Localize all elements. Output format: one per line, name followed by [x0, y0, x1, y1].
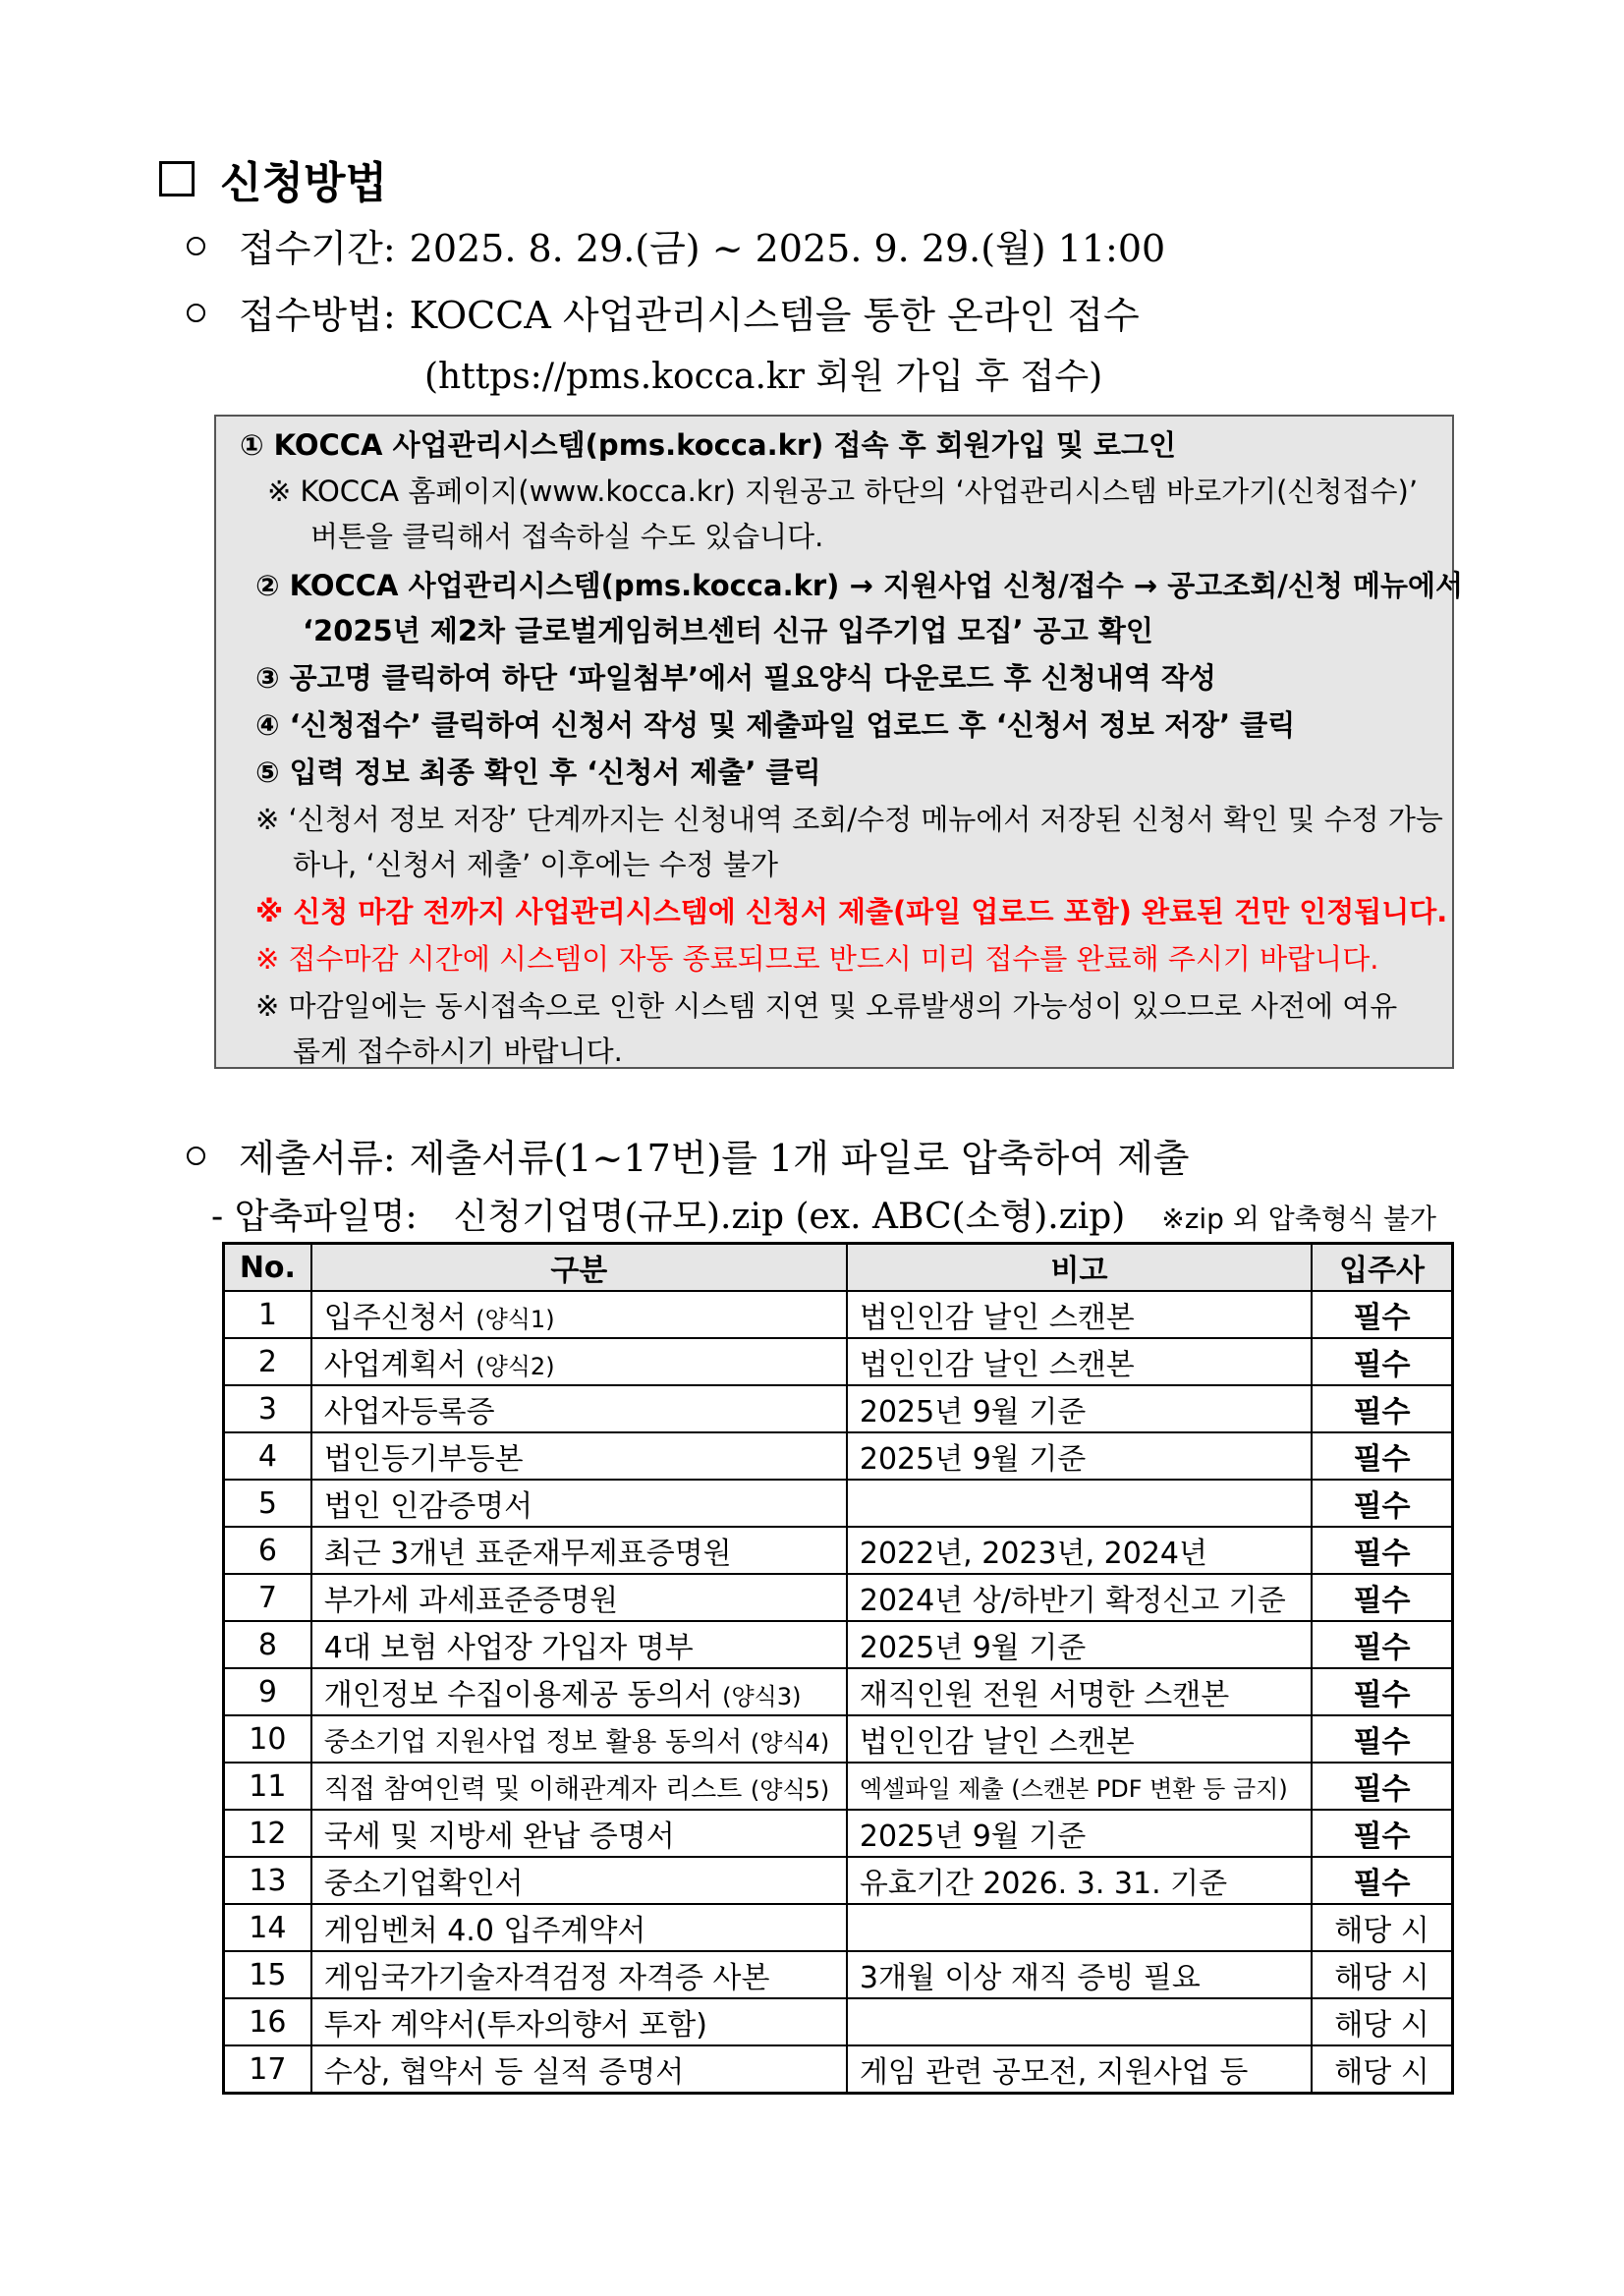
row-remarks [847, 1904, 1312, 1951]
row-number: 17 [224, 2045, 311, 2094]
document-name: 법인등기부등본 [323, 1442, 524, 1477]
row-requirement: 필수 [1312, 1291, 1452, 1338]
row-document-name [311, 1480, 847, 1527]
row-document-name [311, 1810, 847, 1857]
documents-table [222, 1242, 1454, 2095]
row-requirement: 필수 [1312, 1338, 1452, 1385]
table-row [224, 1810, 1453, 1857]
notice-step-2-cont: ‘2025년 제2차 글로벌게임허브센터 신규 입주기업 모집’ 공고 확인 [303, 614, 1153, 647]
reception-period [187, 218, 1165, 272]
table-row [224, 1904, 1453, 1951]
row-number: 15 [224, 1951, 311, 1998]
document-name: 개인정보 수집이용제공 동의서 [323, 1678, 713, 1712]
row-requirement: 필수 [1312, 1621, 1452, 1668]
row-document-name [311, 1338, 847, 1385]
document-name: 법인 인감증명서 [323, 1489, 533, 1524]
document-name: 중소기업확인서 [323, 1867, 524, 1901]
row-remarks: 엑셀파일 제출 (스캔본 PDF 변환 등 금지) [847, 1763, 1312, 1810]
filename-note: ※zip 외 압축형식 불가 [1161, 1203, 1436, 1235]
row-requirement: 필수 [1312, 1763, 1452, 1810]
row-remarks: 2024년 상/하반기 확정신고 기준 [847, 1574, 1312, 1621]
notice-step-5: ⑤ 입력 정보 최종 확인 후 ‘신청서 제출’ 클릭 [255, 756, 821, 789]
row-remarks: 법인인감 날인 스캔본 [847, 1291, 1312, 1338]
document-form-ref: (양식5) [750, 1775, 830, 1804]
table-row [224, 1385, 1453, 1432]
reception-period-value: 2025. 8. 29.(금) ~ 2025. 9. 29.(월) 11:00 [409, 227, 1166, 270]
filename-line [211, 1189, 1436, 1239]
row-document-name [311, 1904, 847, 1951]
row-remarks: 3개월 이상 재직 증빙 필요 [847, 1951, 1312, 1998]
table-row [224, 1527, 1453, 1574]
document-name: 수상, 협약서 등 실적 증명서 [323, 2055, 685, 2090]
row-number: 9 [224, 1668, 311, 1715]
row-document-name [311, 1763, 847, 1810]
table-row [224, 1291, 1453, 1338]
notice-step-4: ④ ‘신청접수’ 클릭하여 신청서 작성 및 제출파일 업로드 후 ‘신청서 정보 저장’ 클릭 [255, 708, 1296, 742]
table-row [224, 1574, 1453, 1621]
document-name: 사업계획서 [323, 1348, 467, 1382]
row-number: 7 [224, 1574, 311, 1621]
row-document-name [311, 1385, 847, 1432]
row-requirement: 해당 시 [1312, 1998, 1452, 2045]
table-row [224, 1621, 1453, 1668]
row-requirement: 필수 [1312, 1527, 1452, 1574]
documents-value: 제출서류(1~17번)를 1개 파일로 압축하여 제출 [409, 1137, 1190, 1180]
table-row [224, 1857, 1453, 1904]
row-document-name [311, 1715, 847, 1763]
document-form-ref: (양식2) [476, 1353, 555, 1380]
row-remarks: 2022년, 2023년, 2024년 [847, 1527, 1312, 1574]
document-name: 직접 참여인력 및 이해관계자 리스트 [323, 1773, 743, 1805]
row-requirement: 필수 [1312, 1857, 1452, 1904]
section-title: 신청방법 [220, 158, 388, 208]
document-name: 게임벤처 4.0 입주계약서 [323, 1914, 646, 1948]
documents-line [187, 1128, 1189, 1182]
row-document-name [311, 1668, 847, 1715]
notice-step-3: ③ 공고명 클릭하여 하단 ‘파일첨부’에서 필요양식 다운로드 후 신청내역 작성 [255, 661, 1216, 695]
row-document-name [311, 1857, 847, 1904]
reception-period-label: 접수기간: [239, 227, 396, 270]
row-remarks: 법인인감 날인 스캔본 [847, 1338, 1312, 1385]
row-document-name [311, 1291, 847, 1338]
row-requirement: 필수 [1312, 1574, 1452, 1621]
row-document-name [311, 1527, 847, 1574]
reception-method-label: 접수방법: [239, 294, 396, 337]
notice-note-1: ※ ‘신청서 정보 저장’ 단계까지는 신청내역 조회/수정 메뉴에서 저장된 신청서 확인 및 수정 가능 [255, 803, 1443, 836]
square-bullet-icon [159, 161, 195, 196]
row-document-name [311, 1574, 847, 1621]
circle-bullet-icon [187, 1147, 205, 1165]
filename-value: 신청기업명(규모).zip (ex. ABC(소형).zip) [453, 1197, 1126, 1237]
row-document-name [311, 1998, 847, 2045]
row-remarks: 2025년 9월 기준 [847, 1385, 1312, 1432]
row-requirement: 필수 [1312, 1432, 1452, 1480]
row-remarks [847, 1480, 1312, 1527]
notice-step-1-note-cont: 버튼을 클릭해서 접속하실 수도 있습니다. [310, 520, 824, 553]
document-name: 투자 계약서(투자의향서 포함) [323, 2008, 707, 2043]
document-name: 사업자등록증 [323, 1395, 495, 1429]
notice-step-2: ② KOCCA 사업관리시스템(pms.kocca.kr) → 지원사업 신청/접수 → 공고조회/신청 메뉴에서 [255, 569, 1464, 602]
row-requirement: 필수 [1312, 1668, 1452, 1715]
row-remarks: 2025년 9월 기준 [847, 1810, 1312, 1857]
section-heading [159, 147, 387, 210]
circle-bullet-icon [187, 304, 205, 322]
row-document-name [311, 1951, 847, 1998]
table-row [224, 1432, 1453, 1480]
header-tenant: 입주사 [1312, 1244, 1452, 1292]
table-row [224, 1338, 1453, 1385]
document-form-ref: (양식4) [750, 1728, 830, 1757]
circle-bullet-icon [187, 237, 205, 255]
table-row [224, 1763, 1453, 1810]
row-requirement: 필수 [1312, 1385, 1452, 1432]
row-number: 13 [224, 1857, 311, 1904]
row-requirement: 필수 [1312, 1715, 1452, 1763]
reception-method [187, 285, 1140, 339]
notice-step-1-note: ※ KOCCA 홈페이지(www.kocca.kr) 지원공고 하단의 ‘사업관리시스템 바로가기(신청접수)’ [267, 475, 1419, 508]
table-row [224, 1951, 1453, 1998]
row-remarks: 법인인감 날인 스캔본 [847, 1715, 1312, 1763]
table-header-row [224, 1244, 1453, 1292]
row-remarks: 유효기간 2026. 3. 31. 기준 [847, 1857, 1312, 1904]
header-remarks: 비고 [847, 1244, 1312, 1292]
notice-warning-2: ※ 접수마감 시간에 시스템이 자동 종료되므로 반드시 미리 접수를 완료해 주시기 바랍니다. [255, 942, 1379, 976]
row-number: 11 [224, 1763, 311, 1810]
row-remarks [847, 1998, 1312, 2045]
document-form-ref: (양식3) [722, 1683, 802, 1710]
row-requirement: 해당 시 [1312, 1951, 1452, 1998]
document-form-ref: (양식1) [476, 1306, 555, 1333]
row-remarks: 2025년 9월 기준 [847, 1621, 1312, 1668]
row-requirement: 필수 [1312, 1810, 1452, 1857]
row-remarks: 게임 관련 공모전, 지원사업 등 [847, 2045, 1312, 2094]
notice-warning-1: ※ 신청 마감 전까지 사업관리시스템에 신청서 제출(파일 업로드 포함) 완료된 건만 인정됩니다. [255, 895, 1448, 928]
reception-method-url: (https://pms.kocca.kr 회원 가입 후 접수) [424, 357, 1103, 397]
reception-method-value: KOCCA 사업관리시스템을 통한 온라인 접수 [409, 294, 1140, 337]
documents-label: 제출서류: [239, 1137, 396, 1180]
table-row [224, 2045, 1453, 2094]
row-number: 1 [224, 1291, 311, 1338]
filename-label: - 압축파일명: [211, 1197, 418, 1237]
notice-step-1: ① KOCCA 사업관리시스템(pms.kocca.kr) 접속 후 회원가입 및 로그인 [240, 428, 1177, 462]
document-name: 중소기업 지원사업 정보 활용 동의서 [323, 1726, 743, 1758]
document-name: 4대 보험 사업장 가입자 명부 [323, 1631, 694, 1665]
row-document-name [311, 1621, 847, 1668]
notice-note-2: ※ 마감일에는 동시접속으로 인한 시스템 지연 및 오류발생의 가능성이 있으므로 사전에 여유 [255, 989, 1398, 1023]
row-number: 16 [224, 1998, 311, 2045]
table-row [224, 1668, 1453, 1715]
header-no: No. [224, 1244, 311, 1292]
row-remarks: 2025년 9월 기준 [847, 1432, 1312, 1480]
row-number: 2 [224, 1338, 311, 1385]
header-category: 구분 [311, 1244, 847, 1292]
row-number: 14 [224, 1904, 311, 1951]
row-requirement: 해당 시 [1312, 2045, 1452, 2094]
document-name: 최근 3개년 표준재무제표증명원 [323, 1537, 732, 1571]
notice-note-2-cont: 롭게 접수하시기 바랍니다. [293, 1035, 623, 1068]
row-remarks: 재직인원 전원 서명한 스캔본 [847, 1668, 1312, 1715]
row-requirement: 필수 [1312, 1480, 1452, 1527]
row-number: 8 [224, 1621, 311, 1668]
row-number: 12 [224, 1810, 311, 1857]
document-name: 국세 및 지방세 완납 증명서 [323, 1820, 675, 1854]
row-number: 5 [224, 1480, 311, 1527]
document-name: 부가세 과세표준증명원 [323, 1584, 619, 1618]
notice-box [214, 415, 1464, 1069]
table-row [224, 1480, 1453, 1527]
table-row [224, 1998, 1453, 2045]
row-document-name [311, 1432, 847, 1480]
row-number: 6 [224, 1527, 311, 1574]
table-row [224, 1715, 1453, 1763]
document-name: 입주신청서 [323, 1301, 467, 1335]
row-number: 10 [224, 1715, 311, 1763]
document-name: 게임국가기술자격검정 자격증 사본 [323, 1961, 770, 1995]
row-document-name [311, 2045, 847, 2094]
row-requirement: 해당 시 [1312, 1904, 1452, 1951]
row-number: 3 [224, 1385, 311, 1432]
row-number: 4 [224, 1432, 311, 1480]
notice-note-1-cont: 하나, ‘신청서 제출’ 이후에는 수정 불가 [293, 848, 778, 881]
